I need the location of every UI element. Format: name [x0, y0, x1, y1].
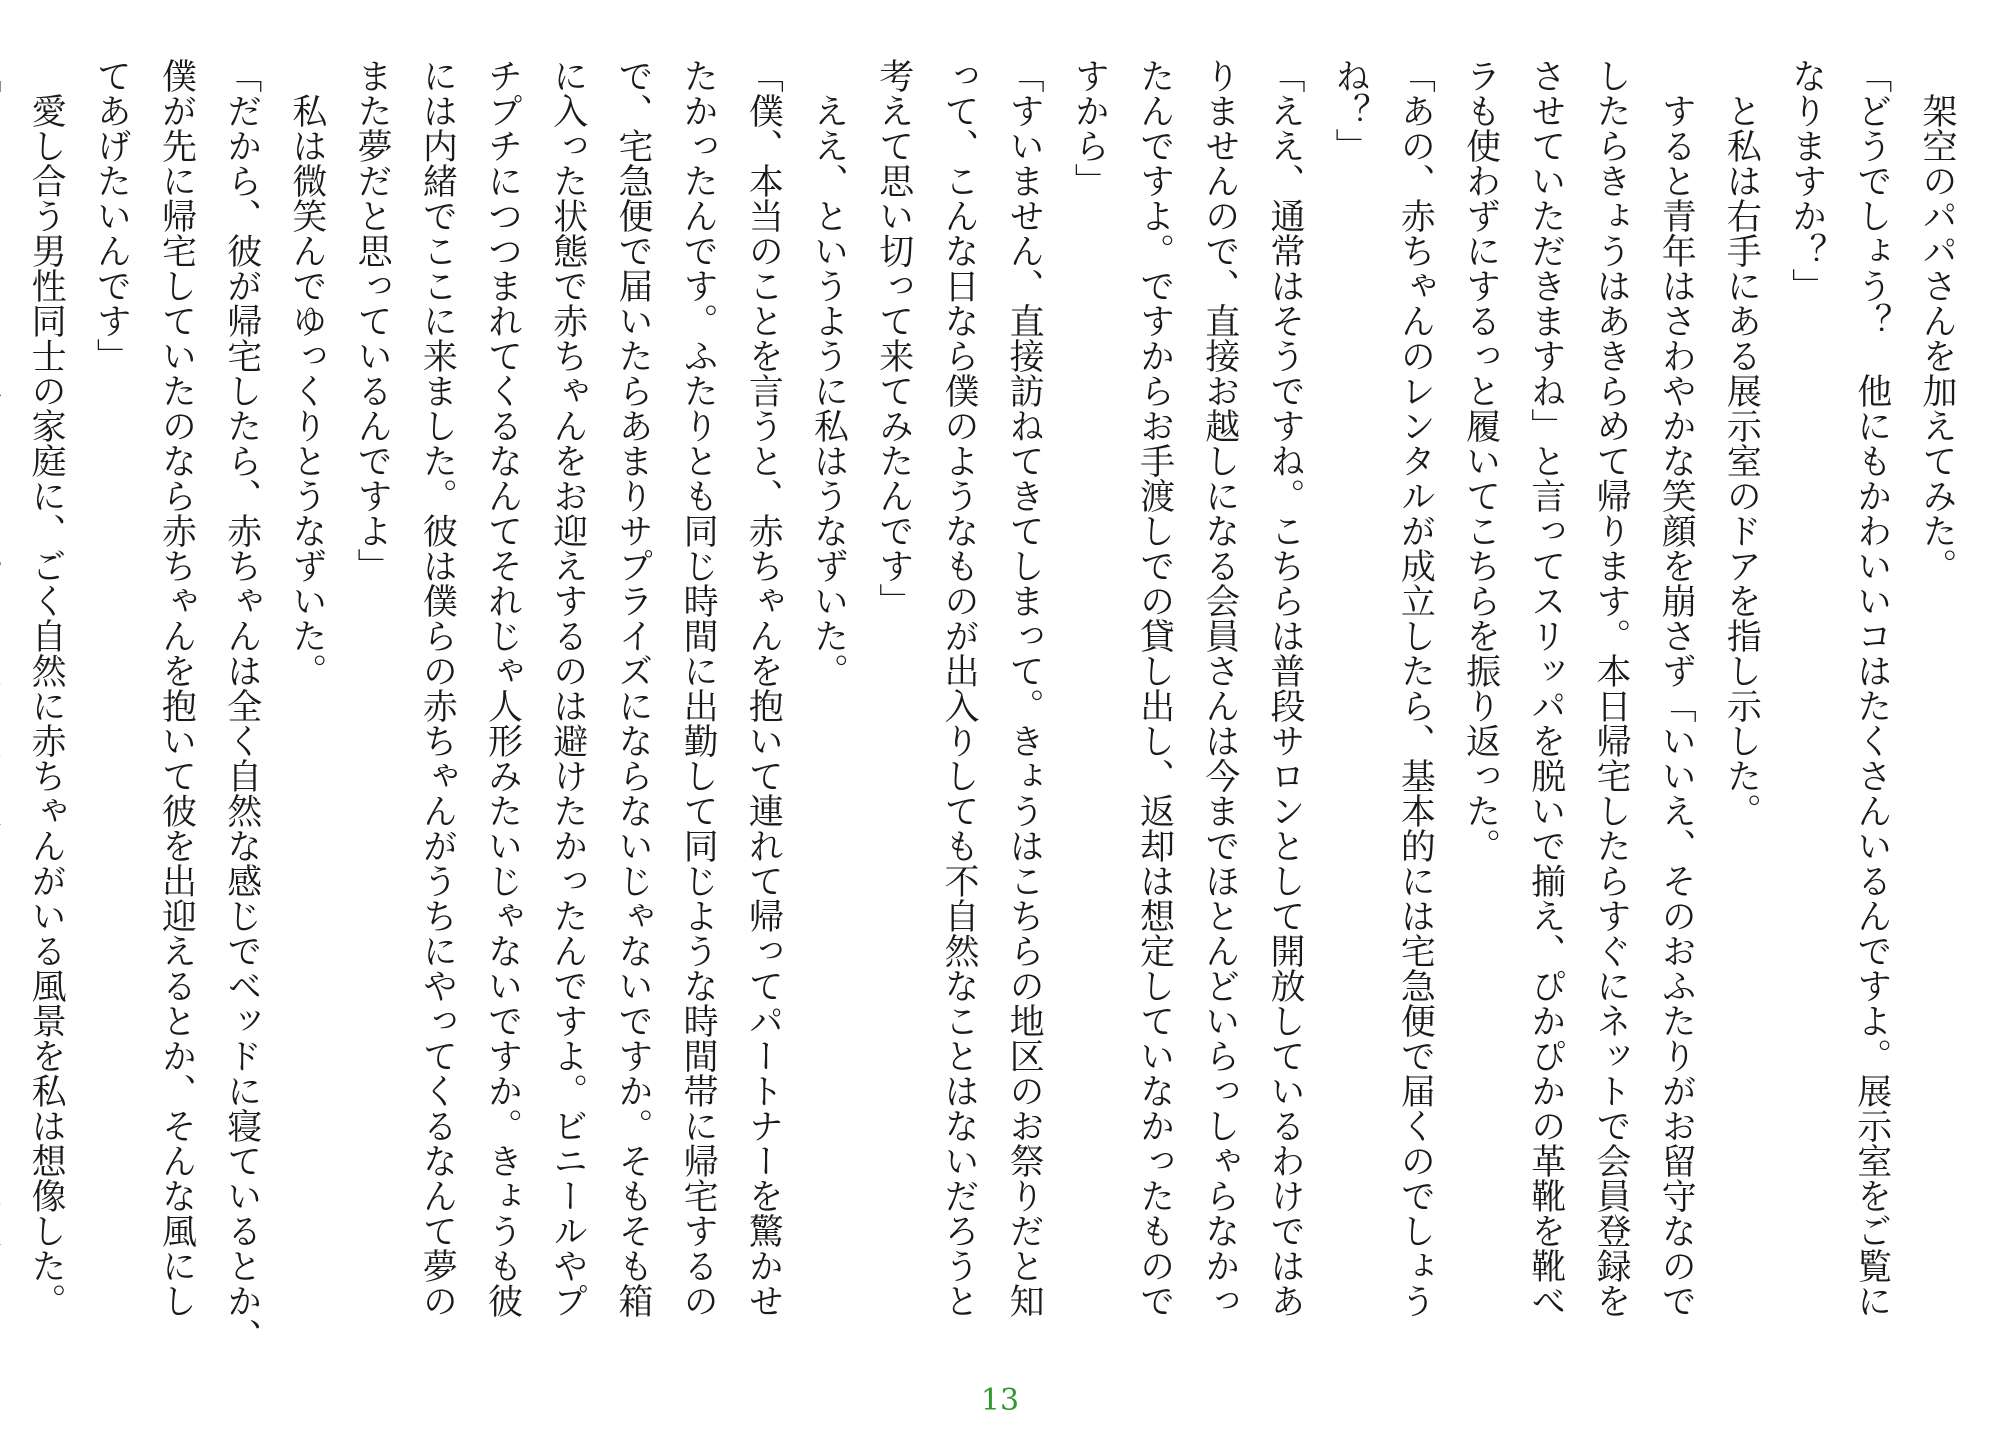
text-line: って、こんな日なら僕のようなものが出入りしても不自然なことはないだろうと	[938, 58, 979, 1318]
text-line: と私は右手にある展示室のドアを指し示した。	[1721, 58, 1762, 828]
text-line: チプチにつつまれてくるなんてそれじゃ人形みたいじゃないですか。きょうも彼	[482, 58, 523, 1318]
text-line: ええ、というように私はうなずいた。	[808, 58, 849, 688]
text-line: 「どうでしょう？ 他にもかわいいコはたくさんいるんですよ。展示室をご覧に	[1851, 58, 1892, 1318]
text-line: てあげたいんです」	[91, 58, 132, 373]
text-line: で、宅急便で届いたらあまりサプライズにならないじゃないですか。そもそも箱	[612, 58, 653, 1318]
text-line: 「だから、彼が帰宅したら、赤ちゃんは全く自然な感じでベッドに寝ているとか、	[221, 58, 262, 1353]
page-number: 13	[980, 1383, 1020, 1418]
text-line: には内緒でここに来ました。彼は僕らの赤ちゃんがうちにやってくるなんて夢の	[417, 58, 458, 1318]
text-line: すると青年はさわやかな笑顔を崩さず「いいえ、そのおふたりがお留守なので	[1656, 58, 1697, 1318]
text-line: なりますか？」	[1786, 58, 1827, 303]
text-line: 私は微笑んでゆっくりとうなずいた。	[286, 58, 327, 688]
text-line: また夢だと思っているんですよ」	[352, 58, 393, 583]
text-line: 僕が先に帰宅していたのなら赤ちゃんを抱いて彼を出迎えるとか、そんな風にし	[156, 58, 197, 1318]
text-line: 「あの、赤ちゃんのレンタルが成立したら、基本的には宅急便で届くのでしょう	[1395, 58, 1436, 1318]
text-line: させていただきますね」と言ってスリッパを脱いで揃え、ぴかぴかの革靴を靴べ	[1525, 58, 1566, 1318]
text-line: たかったんです。ふたりとも同じ時間に出勤して同じような時間帯に帰宅するの	[678, 58, 719, 1318]
text-line: ラも使わずにするっと履いてこちらを振り返った。	[1460, 58, 1501, 863]
text-line	[0, 58, 13, 1388]
text-line: 架空のパパさんを加えてみた。	[1917, 58, 1957, 583]
text-line: ね？」	[1330, 58, 1371, 163]
text-line: 「僕、本当のことを言うと、赤ちゃんを抱いて連れて帰ってパートナーを驚かせ	[743, 58, 784, 1318]
text-line: 「すいません、直接訪ねてきてしまって。きょうはこちらの地区のお祭りだと知	[1004, 58, 1045, 1318]
text-line: に入った状態で赤ちゃんをお迎えするのは避けたかったんですよ。ビニールやプ	[547, 58, 588, 1318]
text-line: 愛し合う男性同士の家庭に、ごく自然に赤ちゃんがいる風景を私は想像した。	[26, 58, 67, 1318]
text-line: たんですよ。ですからお手渡しでの貸し出し、返却は想定していなかったもので	[1134, 58, 1175, 1318]
text-line: したらきょうはあきらめて帰ります。本日帰宅したらすぐにネットで会員登録を	[1590, 58, 1631, 1318]
vertical-text-body	[4, 58, 1969, 1388]
text-line: りませんので、直接お越しになる会員さんは今までほとんどいらっしゃらなかっ	[1199, 58, 1240, 1318]
text-line: 「ええ、通常はそうですね。こちらは普段サロンとして開放しているわけではあ	[1264, 58, 1305, 1318]
text-line: すから」	[1069, 58, 1110, 198]
text-line: 考えて思い切って来てみたんです」	[873, 58, 914, 618]
